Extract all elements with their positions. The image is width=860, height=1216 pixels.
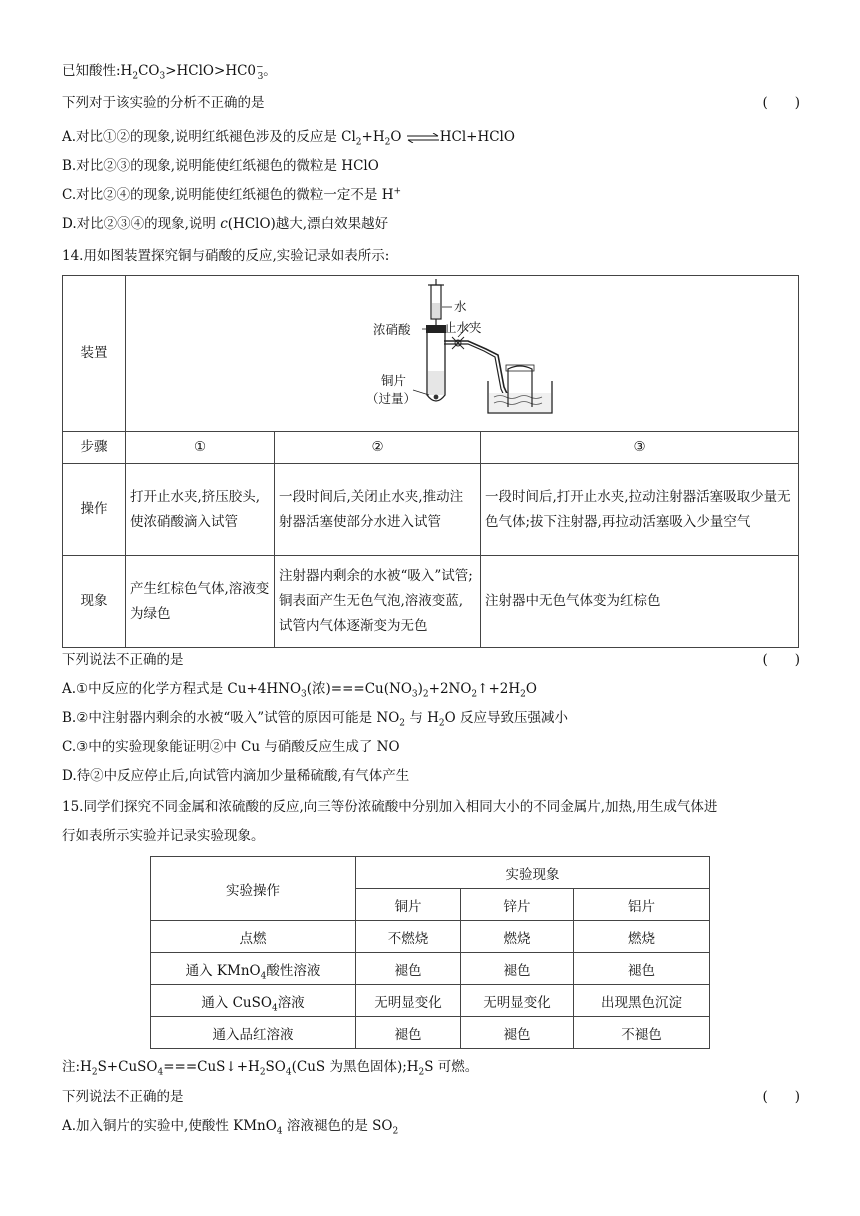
apparatus-figure-cell — [126, 276, 799, 432]
label-excess: （过量） — [366, 390, 417, 406]
q13-option-c: C.对比②④的现象,说明能使红纸褪色的微粒一定不是 H+ — [62, 186, 402, 203]
q13-option-d: D.对比②③④的现象,说明 c(HClO)越大,漂白效果越好 — [62, 216, 389, 232]
label-clamp: 止水夹 — [444, 319, 482, 335]
phen-3: 注射器中无色气体变为红棕色 — [481, 556, 799, 648]
q13-option-b: B.对比②③的现象,说明能使红纸褪色的微粒是 HClO — [62, 158, 379, 174]
q15-answer-bracket: ( ) — [762, 1089, 800, 1105]
header-aluminum: 铝片 — [574, 889, 710, 921]
table-row: 通入 CuSO$_4$溶液 无明显变化 无明显变化 出现黑色沉淀 — [151, 985, 710, 1017]
q13-option-a: A.对比①②的现象,说明红纸褪色涉及的反应是 $Cl_2+H_2O$ HCl+HClO — [62, 129, 515, 148]
op-3: 一段时间后,打开止水夹,拉动注射器活塞吸取少量无色气体;拔下注射器,再拉动活塞吸入少量空气 — [481, 464, 799, 556]
q13-answer-bracket: ( ) — [762, 95, 800, 111]
q14-table — [62, 275, 799, 648]
step-3: ③ — [481, 432, 799, 464]
header-zinc: 锌片 — [461, 889, 574, 921]
step-1: ① — [126, 432, 275, 464]
table-row: 点燃 不燃烧 燃烧 燃烧 — [151, 921, 710, 953]
reversible-arrow-icon — [406, 133, 440, 143]
row-label-ops: 操作 — [63, 464, 126, 556]
header-operation: 实验操作 — [151, 857, 356, 921]
q14-option-c: C.③中的实验现象能证明②中 Cu 与硝酸反应生成了 NO — [62, 739, 400, 755]
phen-1: 产生红棕色气体,溶液变为绿色 — [126, 556, 275, 648]
q14-stem: 14.用如图装置探究铜与硝酸的反应,实验记录如表所示: — [62, 248, 390, 264]
row-label-device: 装置 — [63, 276, 126, 432]
q15-stem-line2: 行如表所示实验并记录实验现象。 — [62, 828, 265, 844]
q15-table — [150, 856, 710, 1049]
row-label-phenomena: 现象 — [63, 556, 126, 648]
header-phenomena: 实验现象 — [356, 857, 710, 889]
q15-option-a: A.加入铜片的实验中,使酸性 KMnO$_4$ 溶液褪色的是 $SO_2$ — [62, 1118, 399, 1137]
q14-answer-bracket: ( ) — [762, 652, 800, 668]
q14-option-d: D.待②中反应停止后,向试管内滴加少量稀硫酸,有气体产生 — [62, 768, 410, 784]
q15-note: 注$:H_2S+CuSO_4===CuS↓+H_2SO_4(CuS$ 为黑色固体)$;H_2S$ 可燃。 — [62, 1059, 479, 1078]
op-1: 打开止水夹,挤压胶头,使浓硝酸滴入试管 — [126, 464, 275, 556]
q15-stem-line1: 15.同学们探究不同金属和浓硫酸的反应,向三等份浓硫酸中分别加入相同大小的不同金属片,加热,用生成气体进 — [62, 799, 718, 815]
header-copper: 铜片 — [356, 889, 461, 921]
phen-2: 注射器内剩余的水被“吸入”试管;铜表面产生无色气泡,溶液变蓝,试管内气体逐渐变为无色 — [275, 556, 481, 648]
q13-question: 下列对于该实验的分析不正确的是 — [62, 95, 265, 111]
acidity-note: 已知酸性$:H_2CO_3>HClO>HC0^-_3$。 — [62, 62, 277, 82]
table-row: 通入 KMnO$_4$酸性溶液 褪色 褪色 褪色 — [151, 953, 710, 985]
q14-option-b: B.②中注射器内剩余的水被“吸入”试管的原因可能是 $NO_2$ 与 $H_2O$ 反应导致压强减小 — [62, 710, 568, 729]
apparatus-diagram — [126, 277, 798, 431]
table-row: 通入品红溶液 褪色 褪色 不褪色 — [151, 1017, 710, 1049]
label-copper: 铜片 — [381, 372, 407, 388]
step-2: ② — [275, 432, 481, 464]
label-acid: 浓硝酸 — [373, 321, 411, 337]
row-label-steps: 步骤 — [63, 432, 126, 464]
q15-question: 下列说法不正确的是 — [62, 1089, 184, 1105]
q14-question: 下列说法不正确的是 — [62, 652, 184, 668]
op-2: 一段时间后,关闭止水夹,推动注射器活塞使部分水进入试管 — [275, 464, 481, 556]
q14-option-a: A.①中反应的化学方程式是 $Cu+4HNO_3$(浓)$===Cu(NO_3)_2+2NO_2↑+2H_2O$ — [62, 681, 537, 700]
label-water: 水 — [454, 298, 467, 314]
